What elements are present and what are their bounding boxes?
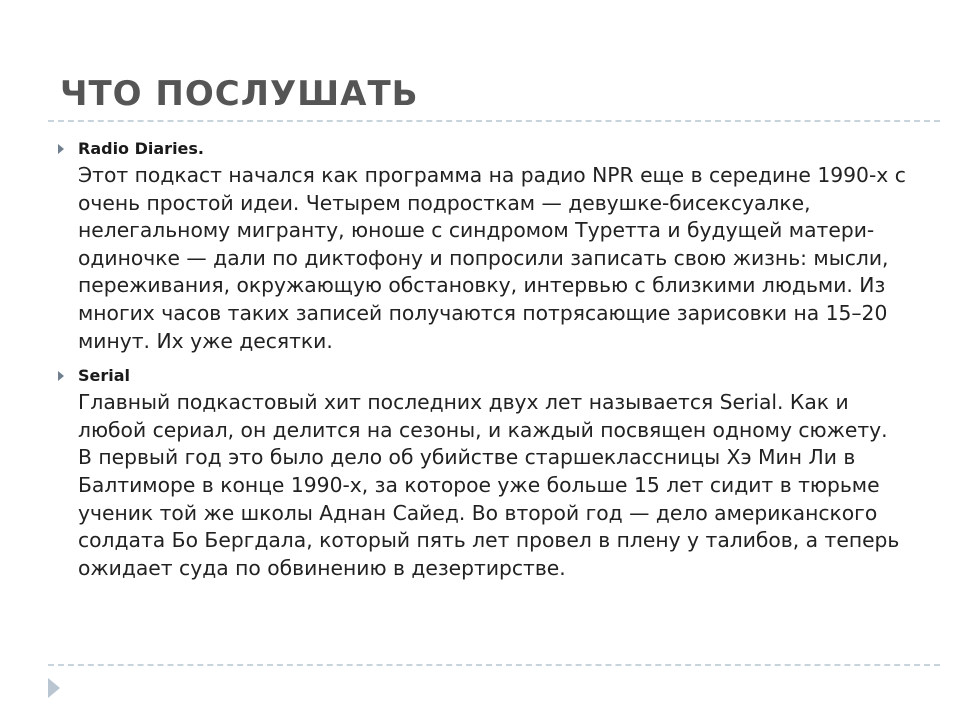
footer-divider [48, 664, 940, 666]
item-body: Этот подкаст начался как программа на радио NPR еще в середине 1990-х с очень простой идеи. Четырем подросткам — девушке-бисексуалке, нелегальному мигранту, юноше с синдромом Туретта и будущей матери-одиночке — дали по диктофону и попросили записать свою жизнь: мысли, переживания, окружающую обстановку, интервью с близкими людьми. Из многих часов таких записей получаются потрясающие зарисовки на 15–20 минут. Их уже десятки. [78, 163, 906, 353]
slide-title: ЧТО ПОСЛУШАТЬ [60, 74, 419, 114]
list-item [56, 363, 906, 582]
play-arrow-icon[interactable] [48, 678, 60, 698]
list-item [56, 136, 906, 355]
title-divider [48, 120, 940, 122]
item-body: Главный подкастовый хит последних двух лет называется Serial. Как и любой сериал, он делится на сезоны, и каждый посвящен одному сюжету. В первый год это было дело об убийстве старшеклассницы Хэ Мин Ли в Балтиморе в конце 1990-х, за которое уже больше 15 лет сидит в тюрьме ученик той же школы Аднан Сайед. Во второй год — дело американского солдата Бо Бергдала, который пять лет провел в плену у талибов, а теперь ожидает суда по обвинению в дезертирстве. [78, 390, 900, 580]
item-heading: Radio Diaries. [78, 139, 205, 158]
item-heading: Serial [78, 366, 131, 386]
triangle-bullet-icon [58, 144, 64, 154]
bullet-list [56, 136, 906, 590]
triangle-bullet-icon [58, 371, 64, 381]
